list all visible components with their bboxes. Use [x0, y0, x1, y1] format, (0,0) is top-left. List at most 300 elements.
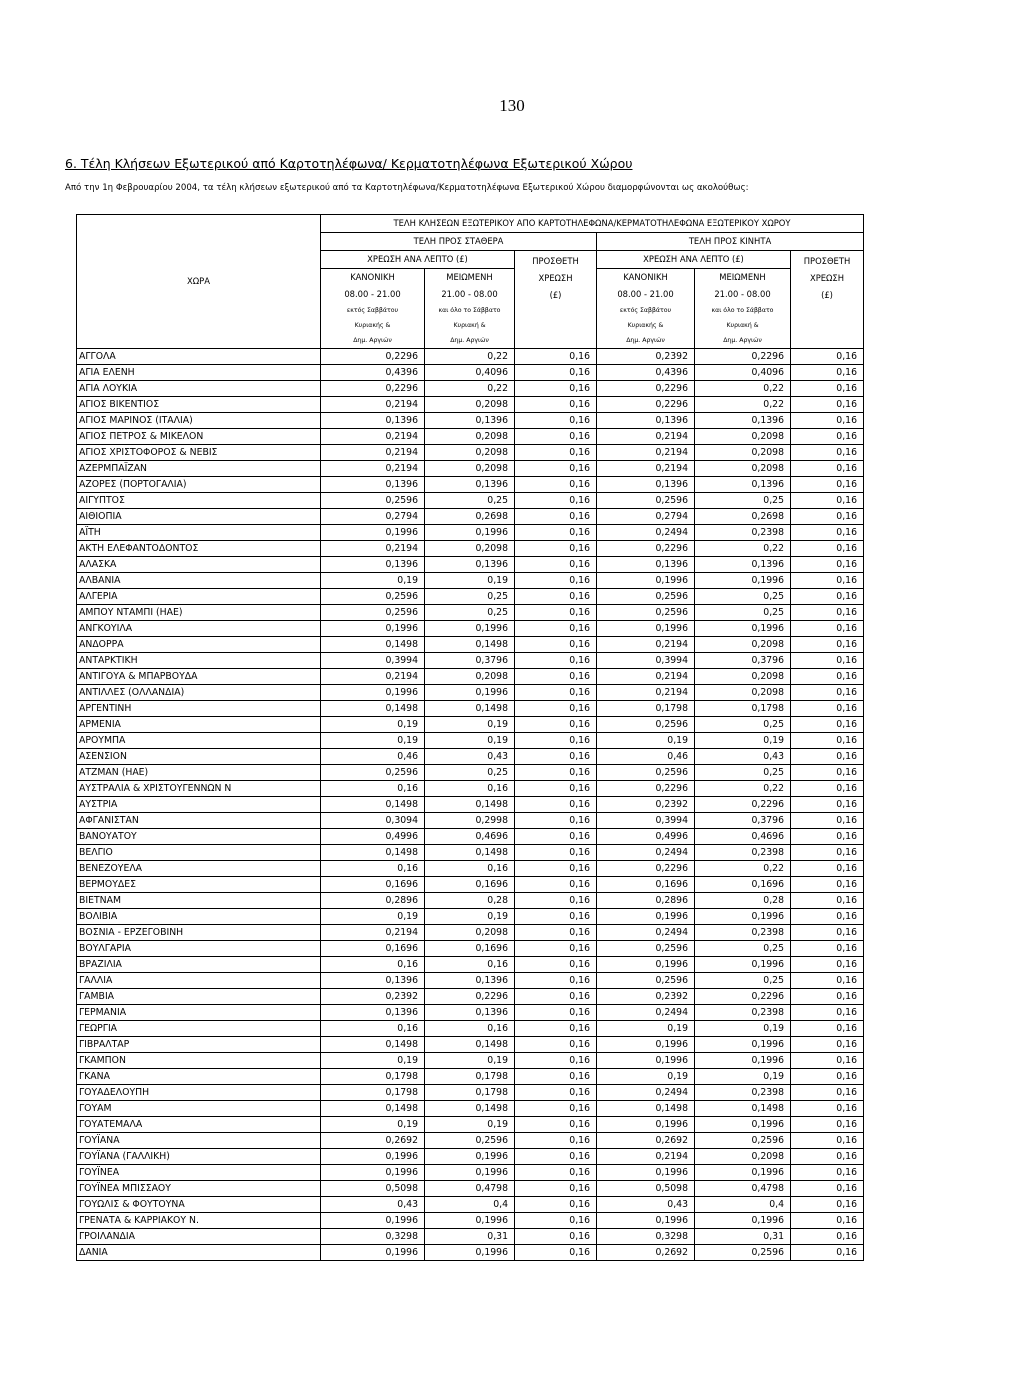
- table-row: [77, 1149, 864, 1165]
- mobile-surcharge: 0,16: [791, 557, 864, 573]
- country-name: ΑΥΣΤΡΙΑ: [77, 797, 321, 813]
- fixed-surcharge: 0,16: [515, 733, 597, 749]
- fixed-surcharge: 0,16: [515, 1005, 597, 1021]
- fixed-surcharge: 0,16: [515, 1229, 597, 1245]
- table-row: [77, 717, 864, 733]
- mobile-normal-rate: 0,19: [597, 1069, 695, 1085]
- country-name: ΒΟΛΙΒΙΑ: [77, 909, 321, 925]
- fixed-reduced-rate: 0,1996: [425, 525, 515, 541]
- country-name: ΓΡΟΙΛΑΝΔΙΑ: [77, 1229, 321, 1245]
- mobile-surcharge: 0,16: [791, 381, 864, 397]
- country-name: ΑΖΕΡΜΠΑΪΖΑΝ: [77, 461, 321, 477]
- country-name: ΓΟΥΑΜ: [77, 1101, 321, 1117]
- fixed-reduced-rate: 0,1498: [425, 797, 515, 813]
- fixed-surcharge: 0,16: [515, 1165, 597, 1181]
- mobile-reduced-rate: 0,1996: [695, 1117, 791, 1133]
- mobile-normal-rate: 0,2194: [597, 429, 695, 445]
- mobile-normal-rate: 0,1996: [597, 1037, 695, 1053]
- table-row: [77, 557, 864, 573]
- mobile-reduced-rate: 0,1996: [695, 1053, 791, 1069]
- intro-text: Από την 1η Φεβρουαρίου 2004, τα τέλη κλήσεων εξωτερικού από τα Καρτοτηλέφωνα/Κερματοτηλέφωνα Εξωτερικού Χώρου διαμορφώνονται ως ακολούθως:: [65, 183, 749, 193]
- fixed-reduced-rate: 0,19: [425, 733, 515, 749]
- mobile-normal-note-1: εκτός Σαββάτου: [597, 303, 695, 318]
- fixed-reduced-rate: 0,16: [425, 781, 515, 797]
- mobile-reduced-rate: 0,19: [695, 733, 791, 749]
- table-row: [77, 1213, 864, 1229]
- mobile-reduced-rate: 0,25: [695, 589, 791, 605]
- mobile-surcharge: 0,16: [791, 461, 864, 477]
- fixed-reduced-rate: 0,4: [425, 1197, 515, 1213]
- fixed-surcharge: 0,16: [515, 1021, 597, 1037]
- fixed-surcharge: 0,16: [515, 1213, 597, 1229]
- mobile-normal-rate: 0,2392: [597, 797, 695, 813]
- mobile-normal-rate: 0,2296: [597, 781, 695, 797]
- fixed-normal-rate: 0,1396: [321, 413, 425, 429]
- mobile-reduced-rate: 0,19: [695, 1069, 791, 1085]
- fixed-reduced-rate: 0,2098: [425, 445, 515, 461]
- fixed-reduced-rate: 0,1498: [425, 845, 515, 861]
- table-row: [77, 797, 864, 813]
- fixed-reduced-rate: 0,4798: [425, 1181, 515, 1197]
- mobile-surcharge: 0,16: [791, 541, 864, 557]
- mobile-surcharge: 0,16: [791, 669, 864, 685]
- fixed-reduced-rate: 0,25: [425, 493, 515, 509]
- fixed-normal-rate: 0,16: [321, 1021, 425, 1037]
- country-name: ΔΑΝΙΑ: [77, 1245, 321, 1261]
- mobile-normal-rate: 0,2596: [597, 973, 695, 989]
- mobile-reduced-rate: 0,2398: [695, 1005, 791, 1021]
- fixed-normal-rate: 0,2296: [321, 381, 425, 397]
- fixed-surcharge: 0,16: [515, 845, 597, 861]
- fixed-normal-rate: 0,2194: [321, 925, 425, 941]
- fixed-surcharge: 0,16: [515, 717, 597, 733]
- country-name: ΑΓΙΑ ΕΛΕΝΗ: [77, 365, 321, 381]
- mobile-normal-rate: 0,2194: [597, 669, 695, 685]
- mobile-surcharge: 0,16: [791, 717, 864, 733]
- country-name: ΓΟΥΑΤΕΜΑΛΑ: [77, 1117, 321, 1133]
- fixed-surcharge: 0,16: [515, 941, 597, 957]
- fixed-normal-rate: 0,19: [321, 1053, 425, 1069]
- table-row: [77, 413, 864, 429]
- mobile-surcharge-header: [791, 251, 864, 349]
- fixed-surcharge: 0,16: [515, 861, 597, 877]
- country-name: ΓΚΑΜΠΟΝ: [77, 1053, 321, 1069]
- surcharge-line-3: (£): [549, 290, 562, 300]
- fixed-normal-note-3: Δημ. Αργιών: [321, 333, 425, 349]
- fixed-reduced-rate: 0,22: [425, 349, 515, 365]
- fixed-reduced-rate: 0,2098: [425, 669, 515, 685]
- country-name: ΑΛΒΑΝΙΑ: [77, 573, 321, 589]
- fixed-reduced-rate: 0,2998: [425, 813, 515, 829]
- fixed-surcharge: 0,16: [515, 749, 597, 765]
- table-row: [77, 941, 864, 957]
- mobile-normal-rate: 0,2194: [597, 461, 695, 477]
- mobile-reduced-rate: 0,2398: [695, 845, 791, 861]
- country-name: ΑΓΓΟΛΑ: [77, 349, 321, 365]
- country-name: ΑΙΘΙΟΠΙΑ: [77, 509, 321, 525]
- mobile-surcharge: 0,16: [791, 1085, 864, 1101]
- country-name: ΑΦΓΑΝΙΣΤΑΝ: [77, 813, 321, 829]
- mobile-normal-rate: 0,2596: [597, 765, 695, 781]
- mobile-normal-rate: 0,2596: [597, 493, 695, 509]
- mobile-surcharge: 0,16: [791, 621, 864, 637]
- table-row: [77, 541, 864, 557]
- fixed-surcharge: 0,16: [515, 365, 597, 381]
- mobile-surcharge: 0,16: [791, 573, 864, 589]
- fixed-surcharge: 0,16: [515, 829, 597, 845]
- mobile-reduced-rate: 0,2398: [695, 925, 791, 941]
- mobile-normal-rate: 0,2194: [597, 637, 695, 653]
- fixed-surcharge: 0,16: [515, 397, 597, 413]
- table-row: [77, 925, 864, 941]
- fixed-reduced-rate: 0,4096: [425, 365, 515, 381]
- fixed-normal-rate: 0,43: [321, 1197, 425, 1213]
- mobile-reduced-rate: 0,28: [695, 893, 791, 909]
- mobile-surcharge: 0,16: [791, 1213, 864, 1229]
- fixed-surcharge: 0,16: [515, 893, 597, 909]
- fixed-reduced-rate: 0,1798: [425, 1085, 515, 1101]
- table-row: [77, 509, 864, 525]
- fixed-surcharge: 0,16: [515, 1069, 597, 1085]
- mobile-reduced-rate: 0,4096: [695, 365, 791, 381]
- mobile-reduced-rate: 0,43: [695, 749, 791, 765]
- table-row: [77, 1165, 864, 1181]
- fixed-surcharge: 0,16: [515, 1245, 597, 1261]
- mobile-surcharge: 0,16: [791, 589, 864, 605]
- fixed-surcharge: 0,16: [515, 797, 597, 813]
- mobile-reduced-rate: 0,4798: [695, 1181, 791, 1197]
- fixed-surcharge: 0,16: [515, 557, 597, 573]
- mobile-reduced-rate: 0,2398: [695, 525, 791, 541]
- table-row: [77, 1069, 864, 1085]
- fixed-reduced-hours: 21.00 - 08.00: [425, 286, 515, 303]
- mobile-reduced-rate: 0,22: [695, 381, 791, 397]
- country-name: ΑΓΙΟΣ ΠΕΤΡΟΣ & ΜΙΚΕΛΟΝ: [77, 429, 321, 445]
- country-name: ΑΛΑΣΚΑ: [77, 557, 321, 573]
- country-name: ΒΕΛΓΙΟ: [77, 845, 321, 861]
- fixed-surcharge: 0,16: [515, 493, 597, 509]
- fixed-reduced-rate: 0,1396: [425, 973, 515, 989]
- page-number: 130: [499, 96, 525, 115]
- table-row: [77, 749, 864, 765]
- fixed-surcharge: 0,16: [515, 669, 597, 685]
- country-header: ΧΩΡΑ: [77, 215, 321, 349]
- table-row: [77, 1005, 864, 1021]
- fixed-normal-note-1: εκτός Σαββάτου: [321, 303, 425, 318]
- fixed-reduced-rate: 0,1996: [425, 1213, 515, 1229]
- fixed-reduced-rate: 0,1498: [425, 637, 515, 653]
- table-row: [77, 653, 864, 669]
- mobile-normal-rate: 0,3994: [597, 653, 695, 669]
- fixed-reduced-rate: 0,25: [425, 605, 515, 621]
- fixed-reduced-rate: 0,1396: [425, 1005, 515, 1021]
- country-name: ΓΟΥΩΛΙΣ & ΦΟΥΤΟΥΝΑ: [77, 1197, 321, 1213]
- mobile-surcharge: 0,16: [791, 973, 864, 989]
- fixed-normal-rate: 0,1798: [321, 1085, 425, 1101]
- fixed-surcharge: 0,16: [515, 1117, 597, 1133]
- table-row: [77, 1229, 864, 1245]
- mobile-surcharge: 0,16: [791, 1149, 864, 1165]
- fixed-reduced-rate: 0,4696: [425, 829, 515, 845]
- country-name: ΑΓΙΑ ΛΟΥΚΙΑ: [77, 381, 321, 397]
- fixed-surcharge: 0,16: [515, 461, 597, 477]
- table-row: [77, 1053, 864, 1069]
- mobile-surcharge: 0,16: [791, 1069, 864, 1085]
- mobile-surcharge: 0,16: [791, 413, 864, 429]
- mobile-surcharge: 0,16: [791, 1133, 864, 1149]
- fixed-normal-rate: 0,2596: [321, 605, 425, 621]
- fixed-reduced-rate: 0,1498: [425, 1037, 515, 1053]
- mobile-normal-rate: 0,4396: [597, 365, 695, 381]
- fixed-normal-rate: 0,3094: [321, 813, 425, 829]
- mobile-normal-rate: 0,1996: [597, 1213, 695, 1229]
- mobile-normal-rate: 0,2596: [597, 941, 695, 957]
- fixed-normal-rate: 0,2596: [321, 493, 425, 509]
- fixed-reduced-note-1: και όλο το Σάββατο: [425, 303, 515, 318]
- surcharge-line-1: ΠΡΟΣΘΕΤΗ: [803, 256, 851, 266]
- country-name: ΒΟΣΝΙΑ - ΕΡΖΕΓΟΒΙΝΗ: [77, 925, 321, 941]
- mobile-normal-rate: 0,1996: [597, 1117, 695, 1133]
- mobile-normal-rate: 0,2194: [597, 1149, 695, 1165]
- fixed-reduced-rate: 0,2596: [425, 1133, 515, 1149]
- mobile-reduced-rate: 0,1996: [695, 573, 791, 589]
- fixed-normal-rate: 0,1798: [321, 1069, 425, 1085]
- fixed-reduced-header: ΜΕΙΩΜΕΝΗ: [425, 269, 515, 287]
- mobile-surcharge: 0,16: [791, 957, 864, 973]
- fixed-surcharge: 0,16: [515, 813, 597, 829]
- mobile-reduced-header: ΜΕΙΩΜΕΝΗ: [695, 269, 791, 287]
- mobile-surcharge: 0,16: [791, 445, 864, 461]
- mobile-reduced-rate: 0,2398: [695, 1085, 791, 1101]
- fixed-normal-rate: 0,1696: [321, 877, 425, 893]
- fixed-normal-rate: 0,1996: [321, 525, 425, 541]
- country-name: ΓΚΑΝΑ: [77, 1069, 321, 1085]
- fixed-reduced-rate: 0,16: [425, 957, 515, 973]
- mobile-normal-rate: 0,2494: [597, 1005, 695, 1021]
- mobile-normal-rate: 0,19: [597, 733, 695, 749]
- mobile-reduced-rate: 0,2296: [695, 349, 791, 365]
- table-row: [77, 1245, 864, 1261]
- fixed-surcharge: 0,16: [515, 1053, 597, 1069]
- fixed-reduced-rate: 0,2098: [425, 429, 515, 445]
- mobile-surcharge: 0,16: [791, 653, 864, 669]
- mobile-normal-rate: 0,1996: [597, 957, 695, 973]
- mobile-reduced-rate: 0,1498: [695, 1101, 791, 1117]
- fixed-reduced-rate: 0,16: [425, 1021, 515, 1037]
- mobile-surcharge: 0,16: [791, 925, 864, 941]
- fixed-normal-rate: 0,16: [321, 861, 425, 877]
- mobile-normal-rate: 0,2596: [597, 589, 695, 605]
- mobile-surcharge: 0,16: [791, 845, 864, 861]
- country-name: ΓΕΩΡΓΙΑ: [77, 1021, 321, 1037]
- mobile-surcharge: 0,16: [791, 861, 864, 877]
- mobile-reduced-rate: 0,1996: [695, 621, 791, 637]
- table-row: [77, 349, 864, 365]
- table-row: [77, 605, 864, 621]
- fixed-normal-rate: 0,2392: [321, 989, 425, 1005]
- mobile-reduced-rate: 0,2698: [695, 509, 791, 525]
- fixed-normal-rate: 0,2596: [321, 589, 425, 605]
- fixed-normal-rate: 0,19: [321, 733, 425, 749]
- country-name: ΑΙΓΥΠΤΟΣ: [77, 493, 321, 509]
- mobile-surcharge: 0,16: [791, 701, 864, 717]
- fixed-normal-rate: 0,19: [321, 573, 425, 589]
- mobile-reduced-rate: 0,1798: [695, 701, 791, 717]
- fixed-reduced-rate: 0,1396: [425, 557, 515, 573]
- fixed-reduced-rate: 0,1996: [425, 685, 515, 701]
- country-name: ΑΡΓΕΝΤΙΝΗ: [77, 701, 321, 717]
- mobile-surcharge: 0,16: [791, 525, 864, 541]
- mobile-reduced-rate: 0,1396: [695, 477, 791, 493]
- table-row: [77, 637, 864, 653]
- fixed-reduced-rate: 0,1696: [425, 877, 515, 893]
- table-row: [77, 429, 864, 445]
- fixed-reduced-rate: 0,1396: [425, 413, 515, 429]
- fixed-surcharge: 0,16: [515, 685, 597, 701]
- fixed-reduced-rate: 0,1996: [425, 1149, 515, 1165]
- country-name: ΑΓΙΟΣ ΒΙΚΕΝΤΙΟΣ: [77, 397, 321, 413]
- mobile-surcharge: 0,16: [791, 349, 864, 365]
- table-row: [77, 973, 864, 989]
- fixed-surcharge: 0,16: [515, 589, 597, 605]
- country-name: ΑΝΤΑΡΚΤΙΚΗ: [77, 653, 321, 669]
- table-row: [77, 1181, 864, 1197]
- mobile-reduced-rate: 0,3796: [695, 813, 791, 829]
- country-name: ΓΙΒΡΑΛΤΑΡ: [77, 1037, 321, 1053]
- mobile-surcharge: 0,16: [791, 1245, 864, 1261]
- mobile-surcharge: 0,16: [791, 749, 864, 765]
- fixed-surcharge: 0,16: [515, 1181, 597, 1197]
- mobile-surcharge: 0,16: [791, 877, 864, 893]
- mobile-normal-rate: 0,1396: [597, 413, 695, 429]
- table-row: [77, 829, 864, 845]
- fixed-reduced-rate: 0,2098: [425, 925, 515, 941]
- fixed-normal-rate: 0,2596: [321, 765, 425, 781]
- table-row: [77, 1117, 864, 1133]
- mobile-normal-note-3: Δημ. Αργιών: [597, 333, 695, 349]
- country-name: ΑΡΜΕΝΙΑ: [77, 717, 321, 733]
- fixed-surcharge: 0,16: [515, 637, 597, 653]
- mobile-reduced-rate: 0,1996: [695, 909, 791, 925]
- mobile-surcharge: 0,16: [791, 941, 864, 957]
- mobile-reduced-rate: 0,1996: [695, 1037, 791, 1053]
- table-row: [77, 1133, 864, 1149]
- mobile-normal-rate: 0,2296: [597, 861, 695, 877]
- fixed-normal-rate: 0,1396: [321, 557, 425, 573]
- mobile-normal-rate: 0,2596: [597, 717, 695, 733]
- mobile-normal-rate: 0,2392: [597, 989, 695, 1005]
- mobile-surcharge: 0,16: [791, 493, 864, 509]
- surcharge-line-3: (£): [821, 290, 833, 300]
- table-row: [77, 461, 864, 477]
- mobile-normal-rate: 0,2296: [597, 541, 695, 557]
- mobile-surcharge: 0,16: [791, 781, 864, 797]
- mobile-reduced-rate: 0,2098: [695, 1149, 791, 1165]
- mobile-reduced-rate: 0,25: [695, 605, 791, 621]
- mobile-normal-rate: 0,2692: [597, 1245, 695, 1261]
- mobile-surcharge: 0,16: [791, 1053, 864, 1069]
- mobile-surcharge: 0,16: [791, 477, 864, 493]
- country-name: ΑΤΖΜΑΝ (ΗΑΕ): [77, 765, 321, 781]
- country-name: ΑΪΤΗ: [77, 525, 321, 541]
- table-row: [77, 685, 864, 701]
- mobile-normal-rate: 0,3994: [597, 813, 695, 829]
- fixed-reduced-rate: 0,3796: [425, 653, 515, 669]
- country-name: ΓΟΥΪΑΝΑ: [77, 1133, 321, 1149]
- country-name: ΓΑΜΒΙΑ: [77, 989, 321, 1005]
- country-name: ΓΟΥΪΑΝΑ (ΓΑΛΛΙΚΗ): [77, 1149, 321, 1165]
- mobile-surcharge: 0,16: [791, 829, 864, 845]
- mobile-reduced-note-1: και όλο το Σάββατο: [695, 303, 791, 318]
- mobile-reduced-rate: 0,25: [695, 765, 791, 781]
- fixed-surcharge: 0,16: [515, 605, 597, 621]
- mobile-reduced-hours: 21.00 - 08.00: [695, 286, 791, 303]
- mobile-reduced-rate: 0,2596: [695, 1245, 791, 1261]
- fixed-normal-rate: 0,2296: [321, 349, 425, 365]
- table-row: [77, 957, 864, 973]
- fixed-normal-rate: 0,2194: [321, 461, 425, 477]
- country-name: ΑΓΙΟΣ ΧΡΙΣΤΟΦΟΡΟΣ & ΝΕΒΙΣ: [77, 445, 321, 461]
- country-name: ΑΝΔΟΡΡΑ: [77, 637, 321, 653]
- mobile-reduced-note-2: Κυριακή &: [695, 318, 791, 333]
- fixed-normal-rate: 0,1396: [321, 973, 425, 989]
- fixed-normal-rate: 0,1498: [321, 1101, 425, 1117]
- mobile-reduced-rate: 0,25: [695, 973, 791, 989]
- fixed-reduced-rate: 0,19: [425, 717, 515, 733]
- fixed-normal-rate: 0,1996: [321, 1165, 425, 1181]
- mobile-surcharge: 0,16: [791, 509, 864, 525]
- fixed-reduced-rate: 0,2698: [425, 509, 515, 525]
- fixed-normal-rate: 0,46: [321, 749, 425, 765]
- country-name: ΒΕΝΕΖΟΥΕΛΑ: [77, 861, 321, 877]
- fixed-reduced-rate: 0,1696: [425, 941, 515, 957]
- mobile-normal-rate: 0,2794: [597, 509, 695, 525]
- country-name: ΑΝΓΚΟΥΙΛΑ: [77, 621, 321, 637]
- mobile-normal-rate: 0,43: [597, 1197, 695, 1213]
- mobile-reduced-rate: 0,2098: [695, 461, 791, 477]
- mobile-normal-note-2: Κυριακής &: [597, 318, 695, 333]
- fixed-surcharge: 0,16: [515, 413, 597, 429]
- fixed-normal-rate: 0,4996: [321, 829, 425, 845]
- country-name: ΒΙΕΤΝΑΜ: [77, 893, 321, 909]
- table-row: [77, 573, 864, 589]
- mobile-reduced-rate: 0,2098: [695, 685, 791, 701]
- fixed-surcharge: 0,16: [515, 1037, 597, 1053]
- mobile-reduced-rate: 0,25: [695, 493, 791, 509]
- fixed-surcharge: 0,16: [515, 989, 597, 1005]
- mobile-reduced-rate: 0,2596: [695, 1133, 791, 1149]
- mobile-surcharge: 0,16: [791, 429, 864, 445]
- mobile-surcharge: 0,16: [791, 813, 864, 829]
- mobile-normal-rate: 0,2692: [597, 1133, 695, 1149]
- mobile-surcharge: 0,16: [791, 637, 864, 653]
- table-row: [77, 893, 864, 909]
- fixed-reduced-rate: 0,28: [425, 893, 515, 909]
- mobile-surcharge: 0,16: [791, 1197, 864, 1213]
- fixed-reduced-rate: 0,25: [425, 765, 515, 781]
- mobile-normal-rate: 0,1996: [597, 621, 695, 637]
- mobile-normal-rate: 0,2494: [597, 525, 695, 541]
- mobile-normal-rate: 0,1798: [597, 701, 695, 717]
- mobile-normal-rate: 0,2194: [597, 685, 695, 701]
- mobile-normal-rate: 0,1996: [597, 1165, 695, 1181]
- fixed-reduced-rate: 0,25: [425, 589, 515, 605]
- mobile-surcharge: 0,16: [791, 1117, 864, 1133]
- fixed-reduced-rate: 0,2098: [425, 461, 515, 477]
- fixed-reduced-rate: 0,2098: [425, 541, 515, 557]
- fixed-normal-rate: 0,19: [321, 909, 425, 925]
- fixed-surcharge: 0,16: [515, 925, 597, 941]
